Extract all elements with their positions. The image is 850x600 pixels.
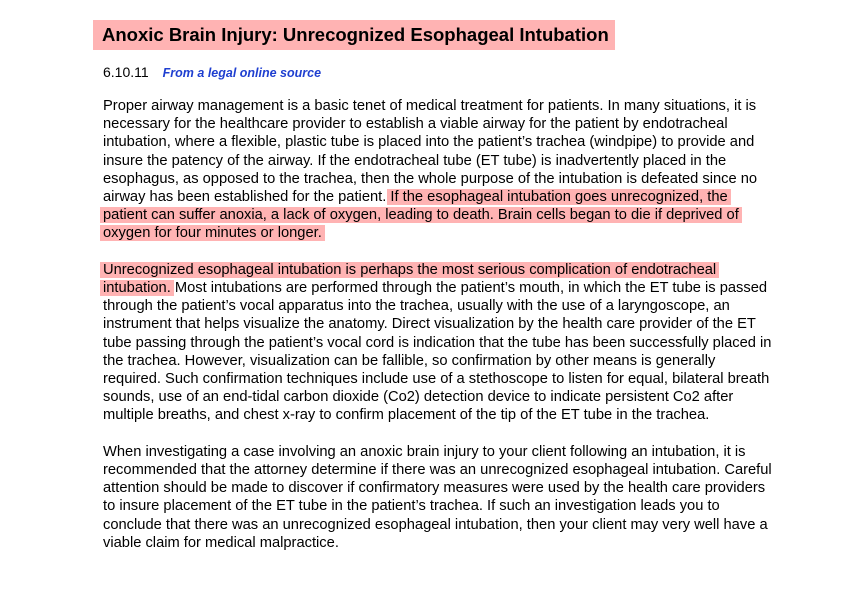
paragraph-2-highlight: Unrecognized esophageal intubation is perhaps the most serious complication of endotracheal intubation.: [103, 261, 717, 297]
article-title: Anoxic Brain Injury: Unrecognized Esophageal Intubation: [102, 24, 609, 45]
article-body: [103, 97, 775, 570]
paragraph-1: [103, 97, 775, 243]
paragraph-1-text: Proper airway management is a basic tenet of medical treatment for patients. In many situations, it is necessary for the healthcare provider to establish a viable airway for the patient by endotracheal intubation, where a flexible, plastic tube is placed into the patient’s trachea (windpipe) to provide and insure the patency of the airway. If the endotracheal tube (ET tube) is inadvertently placed in the esophagus, as opposed to the trachea, then the whole purpose of the intubation is defeated since no airway has been established for the patient.: [103, 98, 758, 206]
source-credit: From a legal online source: [162, 66, 322, 80]
article-date: 6.10.11: [103, 64, 149, 80]
paragraph-2: [103, 261, 775, 425]
title-highlight: [93, 20, 615, 50]
paragraph-3: [103, 443, 775, 552]
dateline: [103, 64, 321, 80]
paragraph-1-highlight: If the esophageal intubation goes unrecognized, the patient can suffer anoxia, a lack of oxygen, leading to death. Brain cells began to die if deprived of oxygen for four minutes or longer.: [103, 189, 739, 242]
paragraph-3-text: When investigating a case involving an anoxic brain injury to your client following an intubation, it is recommended that the attorney determine if there was an unrecognized esophageal intubation. Careful attention should be made to discover if confirmatory measures were used by the health care providers to insure placement of the ET tube in the patient’s trachea. If such an investigation leads you to conclude that there was an unrecognized esophageal intubation, then your client may very well have a viable claim for medical malpractice.: [103, 443, 772, 551]
paragraph-2-text: Most intubations are performed through the patient’s mouth, in which the ET tube is passed through the patient’s vocal apparatus into the trachea, usually with the use of a laryngoscope, an instrument that helps visualize the anatomy. Direct visualization by the health care provider of the ET tube passing through the patient’s vocal cord is indication that the tube has been successfully placed in the trachea. However, visualization can be fallible, so confirmation by other means is generally required. Such confirmation techniques include use of a stethoscope to listen for equal, bilateral breath sounds, use of an end-tidal carbon dioxide (Co2) detection device to indicate persistent Co2 after multiple breaths, and chest x-ray to confirm placement of the tip of the ET tube in the trachea.: [103, 280, 772, 424]
